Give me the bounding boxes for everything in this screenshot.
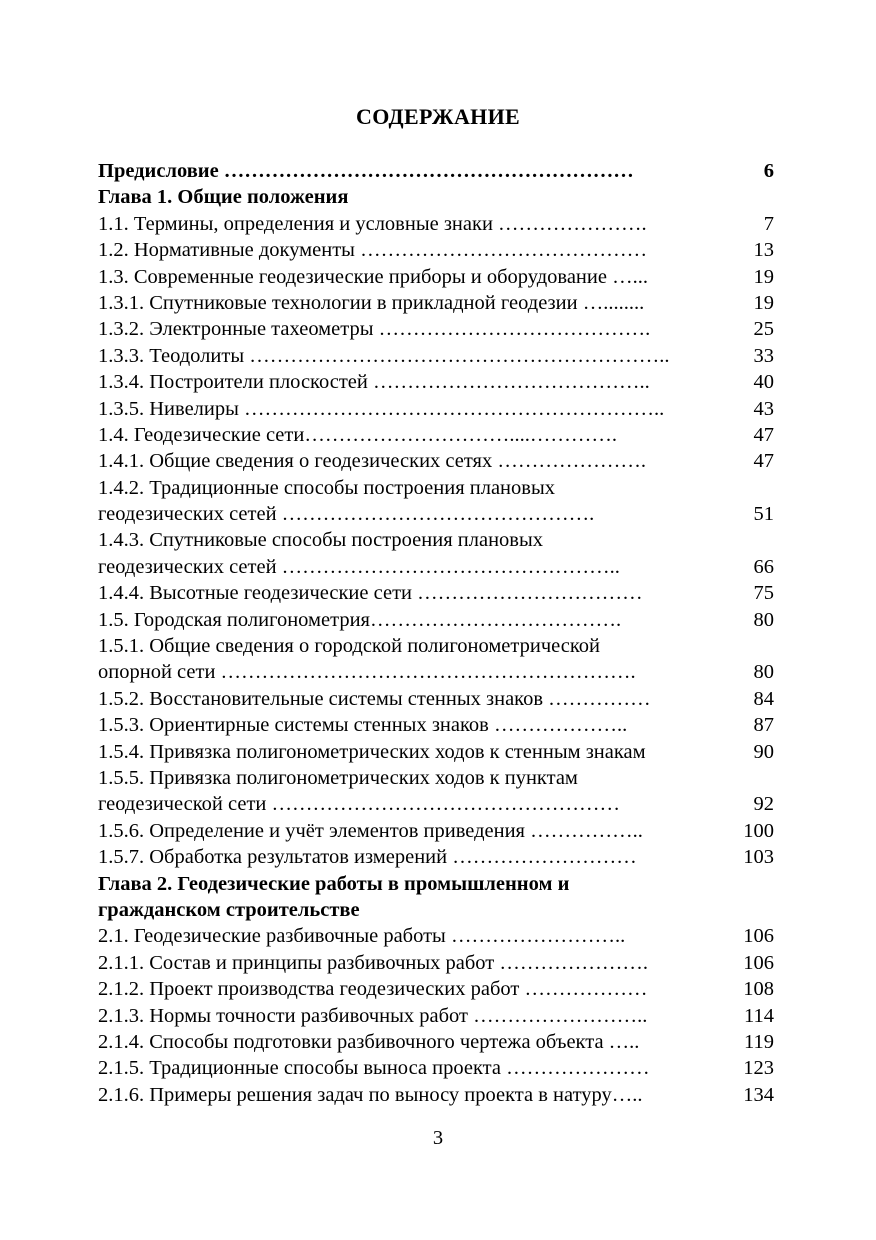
toc-entry (98, 448, 798, 474)
toc-entry-title: геодезических сетей ………………………………………. (98, 503, 595, 526)
toc-entry-page: 7 (763, 212, 774, 235)
page-title: СОДЕРЖАНИЕ (356, 104, 520, 129)
toc-entry-page: 106 (743, 951, 774, 974)
toc-entry (98, 501, 798, 527)
page-number: 3 (432, 1127, 444, 1149)
toc-entry-title: 2.1.4. Способы подготовки разбивочного чертежа объекта ….. (98, 1030, 640, 1053)
toc-entry (98, 264, 798, 290)
toc-entry (98, 580, 798, 606)
toc-entry-title: 1.4.3. Спутниковые способы построения плановых (98, 529, 544, 552)
toc-entry-page: 40 (753, 371, 774, 394)
toc-entry-page: 103 (743, 846, 774, 869)
toc-entry (98, 818, 798, 844)
toc-entry-page: 100 (743, 819, 774, 842)
toc-entry-page: 25 (753, 318, 774, 341)
toc-entry (98, 158, 798, 184)
toc-entry-title: 1.5.5. Привязка полигонометрических ходов к пунктам (98, 766, 578, 789)
toc-entry (98, 950, 798, 976)
toc-entry (98, 554, 798, 580)
toc-entry-title: 1.4.4. Высотные геодезические сети …………………………… (98, 582, 643, 605)
toc-entry-title: опорной сети ……………………………………………………. (98, 661, 636, 684)
toc-entry-title: Предисловие …………………………………………………… (98, 160, 634, 182)
toc-entry-title: 1.3. Современные геодезические приборы и оборудование …... (98, 265, 648, 288)
toc-entry (98, 290, 798, 316)
toc-entry (98, 871, 798, 897)
toc-entry (98, 343, 798, 369)
toc-entry (98, 976, 798, 1002)
toc-entry (98, 607, 798, 633)
toc-entry-page: 106 (743, 925, 774, 948)
toc-entry-title: геодезических сетей ………………………………………….. (98, 555, 620, 578)
toc-entry-page: 47 (753, 450, 774, 473)
toc-entry-title: 1.3.3. Теодолиты …………………………………………………….. (98, 344, 670, 367)
toc-entry (98, 739, 798, 765)
toc-entry-page: 84 (753, 687, 774, 710)
toc-entry-page: 75 (753, 582, 774, 605)
toc-entry-page: 90 (753, 740, 774, 763)
toc-entry-title: 1.4.2. Традиционные способы построения плановых (98, 476, 555, 499)
toc-entry (98, 1029, 798, 1055)
toc-entry-page: 66 (753, 555, 774, 578)
toc-entry (98, 844, 798, 870)
toc-entry-page: 43 (753, 397, 774, 420)
toc-entry-title: геодезической сети …………………………………………… (98, 793, 621, 816)
toc-entry (98, 369, 798, 395)
toc-entry-title: 1.3.1. Спутниковые технологии в прикладной геодезии …........ (98, 291, 645, 314)
toc-entry-title: 2.1. Геодезические разбивочные работы …………………….. (98, 925, 626, 948)
toc-entry (98, 422, 798, 448)
toc-entry (98, 1055, 798, 1081)
toc-entry-page: 92 (753, 793, 774, 816)
toc-entry-title: гражданском строительстве (98, 898, 360, 921)
toc-entry-title: 1.5.3. Ориентирные системы стенных знаков ……………….. (98, 714, 628, 737)
toc-entry (98, 237, 798, 263)
toc-entry-page: 19 (753, 265, 774, 288)
toc-entry-page: 119 (744, 1030, 774, 1053)
toc-entry (98, 211, 798, 237)
toc-entry-page: 19 (753, 291, 774, 314)
toc-entry-page: 108 (743, 978, 774, 1001)
toc-entry-page: 33 (753, 344, 774, 367)
toc-entry (98, 1003, 798, 1029)
toc-entry-title: 1.4.1. Общие сведения о геодезических сетях …………………. (98, 450, 646, 473)
toc-entry (98, 1082, 798, 1108)
toc-entry-title: 1.4. Геодезические сети…………………………....…………. (98, 423, 617, 446)
toc-entry (98, 633, 798, 659)
toc-entry-page: 134 (743, 1083, 774, 1106)
toc-entry-title: 1.3.4. Построители плоскостей ………………………………….. (98, 371, 650, 394)
toc-entry (98, 686, 798, 712)
toc-entry-title: 1.5.6. Определение и учёт элементов приведения …………….. (98, 819, 643, 842)
toc-entry (98, 184, 798, 210)
toc-entry-title: 2.1.6. Примеры решения задач по выносу проекта в натуру….. (98, 1083, 643, 1106)
toc-entry (98, 897, 798, 923)
table-of-contents (98, 158, 798, 1108)
toc-entry-title: 1.1. Термины, определения и условные знаки …………………. (98, 212, 647, 235)
toc-entry-page: 114 (744, 1004, 774, 1027)
toc-entry (98, 923, 798, 949)
toc-entry-title: 1.5.4. Привязка полигонометрических ходов к стенным знакам (98, 740, 646, 763)
toc-entry-title: 2.1.5. Традиционные способы выноса проекта ………………… (98, 1057, 650, 1080)
toc-entry-page: 47 (753, 423, 774, 446)
toc-entry (98, 475, 798, 501)
toc-entry-title: 2.1.2. Проект производства геодезических работ ……………… (98, 978, 648, 1001)
toc-entry-title: 1.5.7. Обработка результатов измерений ……………………… (98, 846, 637, 869)
toc-entry-page: 87 (753, 714, 774, 737)
toc-entry-page: 51 (753, 503, 774, 526)
toc-entry (98, 527, 798, 553)
toc-entry-page: 6 (763, 160, 774, 182)
toc-entry-title: 1.5. Городская полигонометрия………………………………. (98, 608, 622, 631)
toc-entry-page: 80 (753, 661, 774, 684)
toc-entry-title: 1.2. Нормативные документы …………………………………… (98, 239, 648, 262)
toc-entry-title: 1.3.5. Нивелиры …………………………………………………….. (98, 397, 665, 420)
toc-entry-title: 2.1.1. Состав и принципы разбивочных работ …………………. (98, 951, 648, 974)
toc-entry-page: 80 (753, 608, 774, 631)
toc-entry-title: Глава 1. Общие положения (98, 186, 349, 209)
toc-entry (98, 659, 798, 685)
toc-entry (98, 396, 798, 422)
toc-entry-title: 1.3.2. Электронные тахеометры …………………………………. (98, 318, 651, 341)
toc-entry-title: Глава 2. Геодезические работы в промышленном и (98, 872, 570, 895)
toc-entry (98, 765, 798, 791)
toc-entry-title: 1.5.1. Общие сведения о городской полигонометрической (98, 635, 600, 658)
toc-entry (98, 791, 798, 817)
toc-entry-page: 123 (743, 1057, 774, 1080)
toc-entry (98, 316, 798, 342)
toc-entry-title: 2.1.3. Нормы точности разбивочных работ …………………….. (98, 1004, 648, 1027)
toc-entry-page: 13 (753, 239, 774, 262)
toc-entry-title: 1.5.2. Восстановительные системы стенных знаков …………… (98, 687, 651, 710)
toc-entry (98, 712, 798, 738)
